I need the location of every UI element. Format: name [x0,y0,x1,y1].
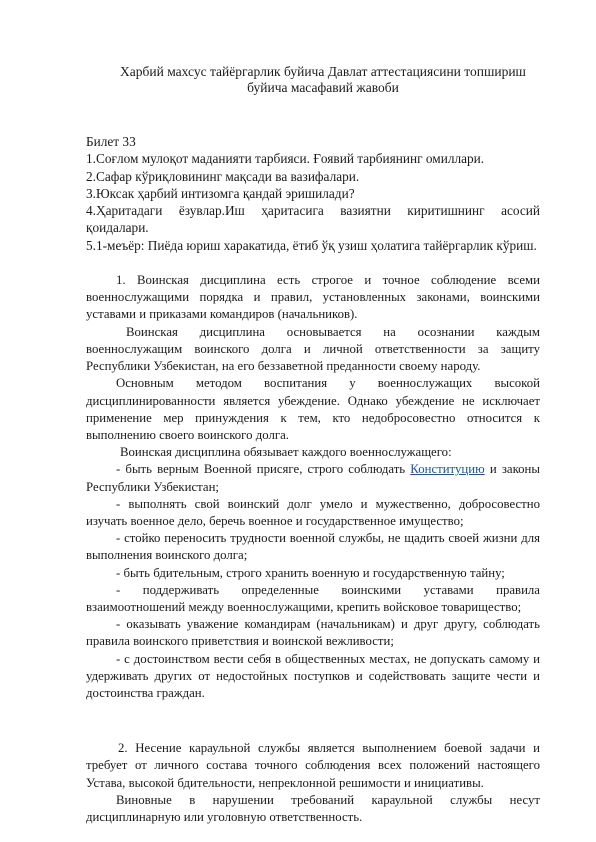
paragraph-obligations-intro: Воинская дисциплина обязывает каждого военнослужащего: [120,445,452,460]
obligation-item-7: - с достоинством вести себя в общественных местах, не допускать самому и удерживать других от недостойных поступков и содействовать защите чести и достоинства граждан. [86,651,540,700]
ticket-questions [86,133,540,254]
question-2: 2.Сафар кўриқловининг мақсади ва вазифалари. [86,168,360,184]
title-line-1: Харбий махсус тайёргарлик буйича Давлат аттестациясини топшириш [120,64,526,79]
obligation-item-5: - поддерживать определенные воинскими уставами правила взаимоотношений между военнослужащими, крепить войсковое товарищество; [86,582,540,614]
paragraph-guard-duty: 2. Несение караульной службы является выполнением боевой задачи и требует от личного состава точного соблюдения всех положений настоящего Устава, высокой бдительности, непреклонной решимости и инициативы. [86,741,540,790]
title-line-2: буйича масафавий жавоби [247,80,399,95]
paragraph-guard-liability: Виновные в нарушении требований караульной службы несут дисциплинарную или уголовную ответственность. [86,792,540,824]
obligation-item-3: - стойко переносить трудности военной службы, не щадить своей жизни для выполнения воинского долга; [86,531,540,563]
question-5: 5.1-меъёр: Пиёда юриш харакатида, ётиб ўқ узиш ҳолатига тайёргарлик кўриш. [86,237,537,253]
obligation-item-1-text-b: и законы Республики Узбекистан; [86,462,540,494]
obligation-item-2: - выполнять свой воинский долг умело и мужественно, добросовестно изучать военное дело, беречь военное и государственное имущество; [86,496,540,528]
question-4-line-2: қоидалари. [86,220,149,236]
paragraph-discipline-basis: Воинская дисциплина основывается на осознании каждым военнослужащим воинского долга и личной ответственности за защиту Республики Узбекистан, на его беззаветной преданности своему народу. [86,324,540,374]
question-1: 1.Соғлом мулоқот маданияти тарбияси. Ғоявий тарбиянинг омиллари. [86,151,485,167]
constitution-link[interactable]: Конституцию [410,462,485,477]
obligation-item-6: - оказывать уважение командирам (начальникам) и друг другу, соблюдать правила воинского приветствия и воинской вежливости; [86,617,540,649]
paragraph-discipline-definition: 1. Воинская дисциплина есть строгое и точное соблюдение всеми военнослужащими порядка и правил, установленных законами, воинскими уставами и приказами командиров (начальников). [86,273,540,322]
answer-section-2 [86,740,540,826]
page-title [106,0,540,96]
obligation-item-1 [86,461,540,495]
question-4-line-1: 4.Ҳаритадаги ёзувлар.Иш ҳаритасига вазиятни киритишнинг асосий [86,203,540,219]
obligation-item-1-text-a: - быть верным Военной присяге, строго соблюдать [116,462,411,477]
answer-section-1 [86,272,540,702]
paragraph-education-method: Основным методом воспитания у военнослужащих высокой дисциплинированности является убеждение. Однако убеждение не исключает применение мер принуждения к тем, кто недобросовестно относится к выполнению своего воинского долга. [86,376,540,442]
ticket-number: Билет 33 [86,134,136,149]
obligation-item-4: - быть бдительным, строго хранить военную и государственную тайну; [116,565,505,580]
question-3: 3.Юксак ҳарбий интизомга қандай эришилади? [86,185,355,201]
